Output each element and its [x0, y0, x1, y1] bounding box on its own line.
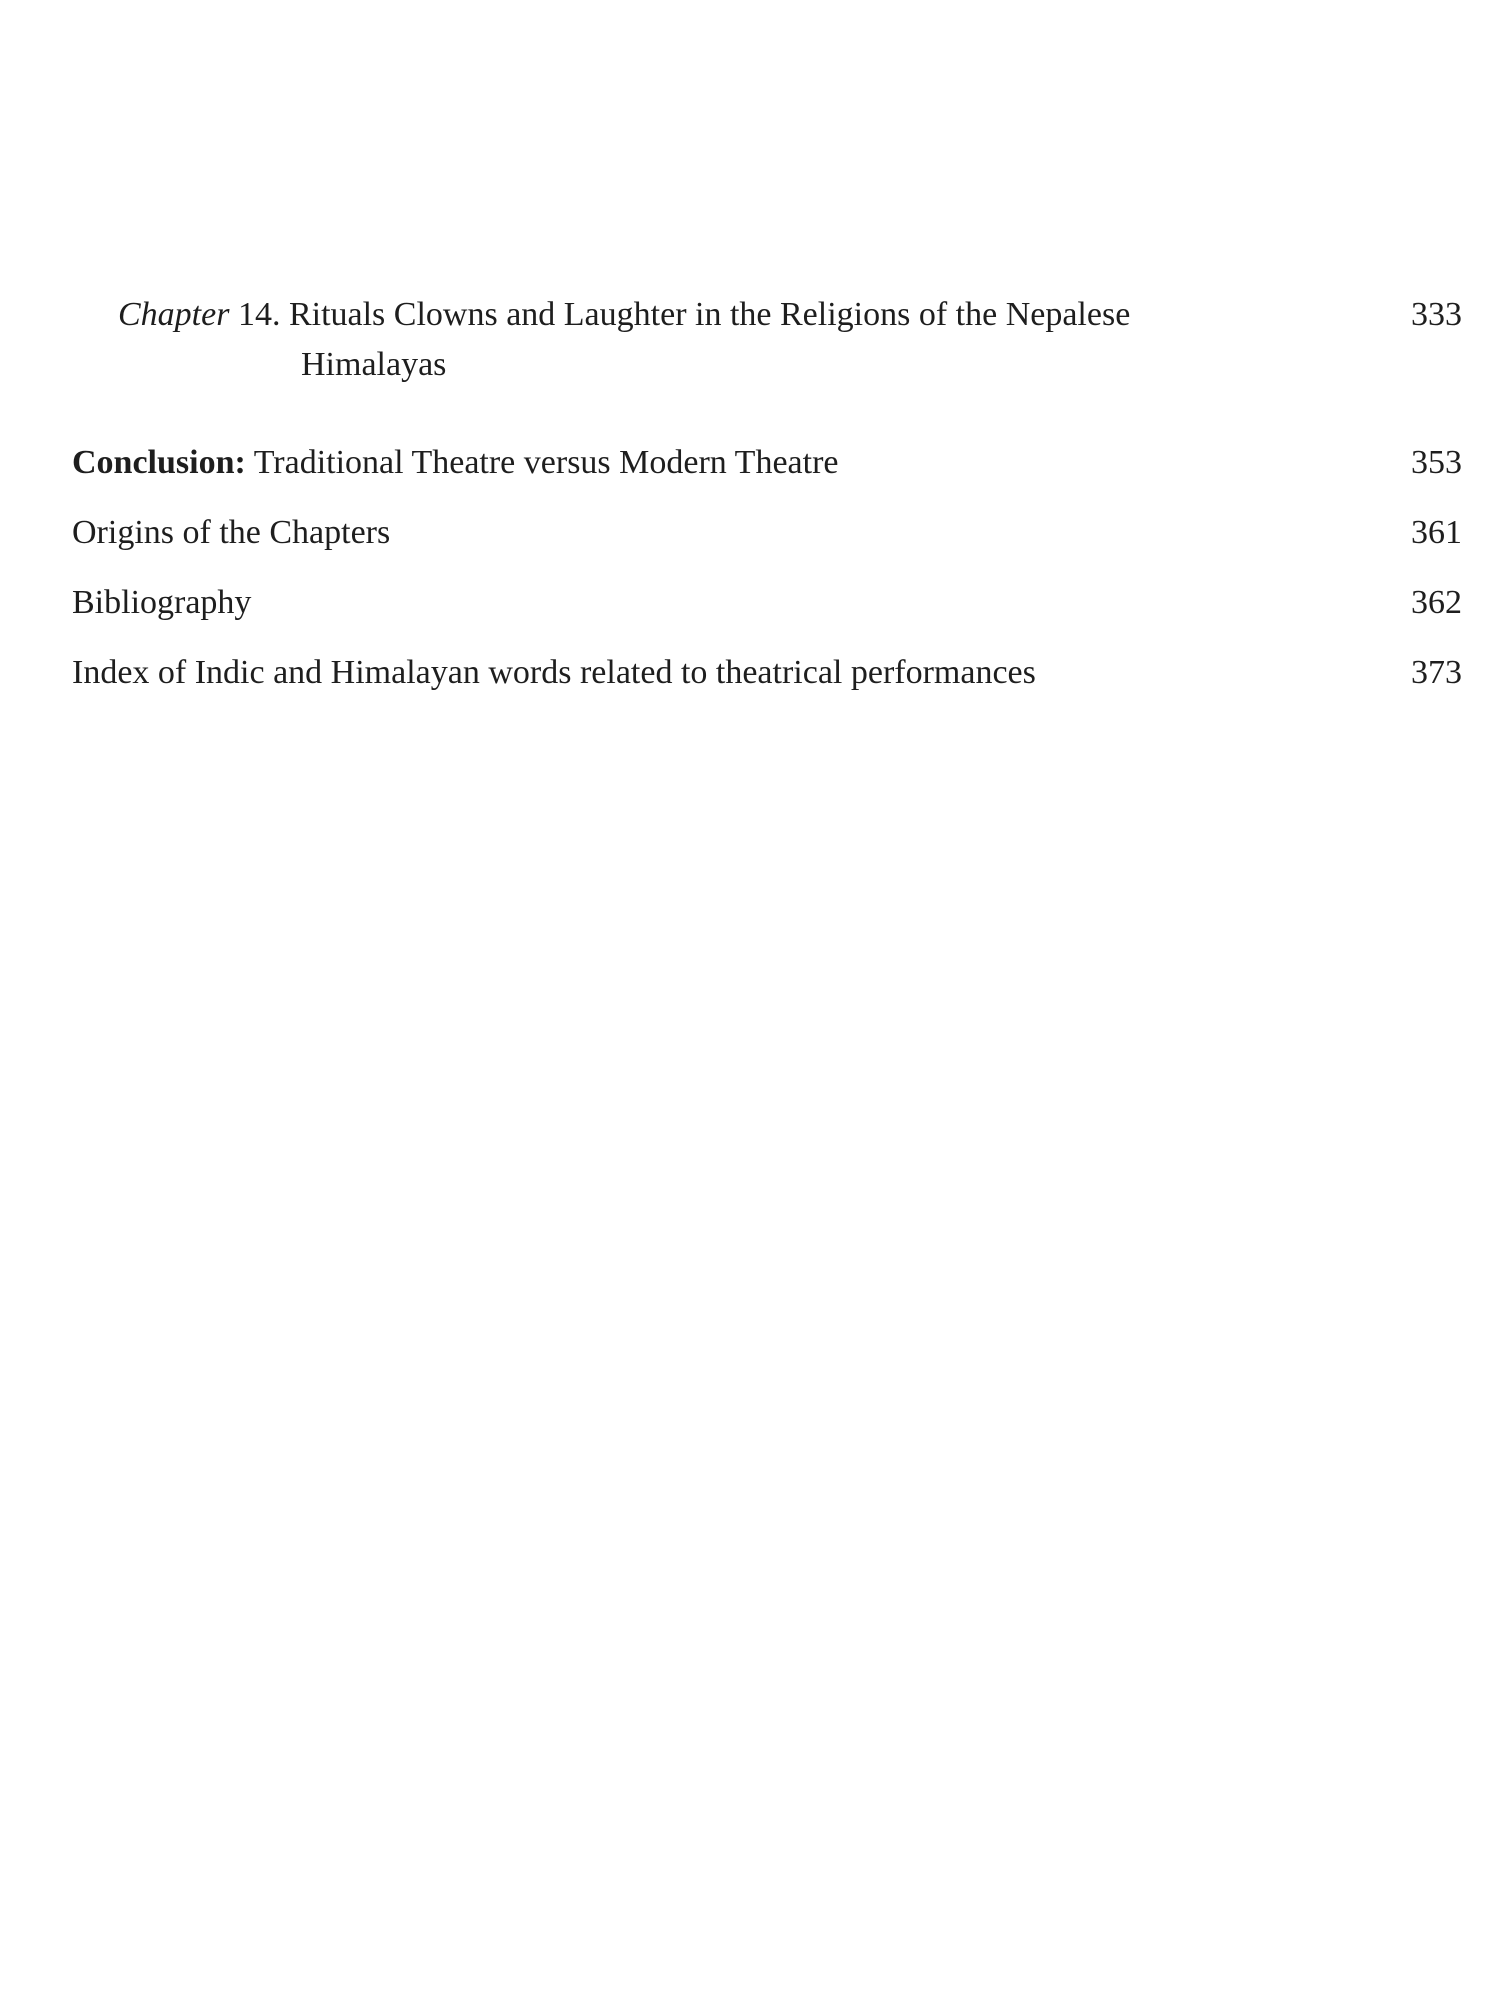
toc-entry-title: [118, 290, 1268, 390]
toc-entry-title: Origins of the Chapters: [72, 514, 391, 551]
toc-page-number: 353: [1411, 444, 1462, 481]
toc-entry-title: [72, 438, 1322, 488]
toc-page-number: 362: [1411, 584, 1462, 621]
chapter-title-line2: Himalayas: [301, 346, 447, 383]
toc-entry-title: Index of Indic and Himalayan words related to theatrical performances: [72, 654, 1036, 691]
toc-entry-title: Bibliography: [72, 584, 252, 621]
chapter-label: Chapter: [118, 296, 230, 333]
chapter-number: 14.: [237, 296, 281, 333]
toc-page-number: 373: [1411, 654, 1462, 691]
conclusion-title: Traditional Theatre versus Modern Theatre: [253, 444, 839, 481]
toc-page-number: 333: [1411, 296, 1462, 333]
toc-page-number: 361: [1411, 514, 1462, 551]
conclusion-label: Conclusion:: [72, 444, 246, 481]
chapter-title-line1: Rituals Clowns and Laughter in the Religions of the Nepalese: [288, 296, 1131, 333]
